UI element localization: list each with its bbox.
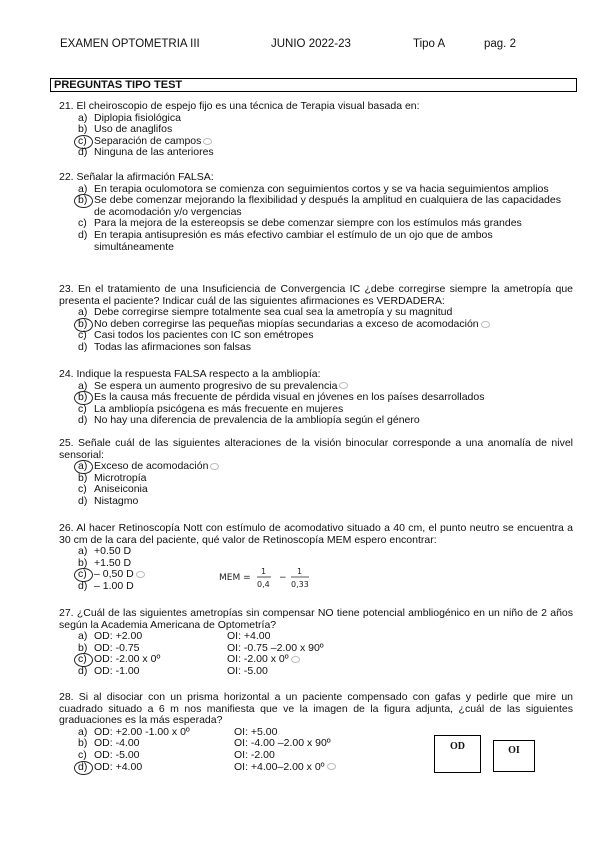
question-stem: 25. Señale cuál de las siguientes alteraciones de la visión binocular corresponde a una anomalía de nivel sensorial:	[59, 437, 573, 461]
question-25	[59, 438, 573, 508]
question-stem: 26. Al hacer Retinoscopía Nott con estímulo de acomodativo situado a 40 cm, el punto neutro se encuentra a 30 cm de la cara del paciente, qué valor de Retinoscopía MEM espero encontrar:	[59, 522, 573, 546]
mem-label: MEM =	[219, 573, 251, 583]
question-24	[59, 369, 573, 427]
option-text: Todas las afirmaciones son falsas	[94, 340, 251, 353]
option-letter: d)	[78, 146, 88, 159]
option-text: Casi todos los pacientes con IC son emétropes	[94, 329, 314, 342]
option-d[interactable]	[59, 230, 573, 253]
pencil-mark	[481, 321, 490, 328]
option-letter: b)	[78, 391, 88, 404]
option-text-oi: OI: -0.75 –2.00 x 90º	[227, 641, 324, 654]
option-letter: c)	[78, 217, 87, 230]
option-letter: c)	[78, 402, 87, 415]
option-text: OD: -0.75	[94, 641, 140, 654]
option-text: OD: -4.00	[94, 737, 140, 750]
figure-box-od: OD	[434, 735, 481, 773]
option-letter: a)	[78, 111, 88, 124]
question-stem: 23. En el tratamiento de una Insuficiencia de Convergencia IC ¿debe corregirse siempre la ametropía que presenta el paciente? Indicar cuál de las siguientes afirmaciones es VERDADERA:	[59, 283, 573, 307]
option-text: Nistagmo	[94, 494, 139, 507]
option-text: OD: -5.00	[94, 748, 140, 761]
option-text-oi: OI: -4.00 –2.00 x 90º	[234, 737, 331, 750]
option-letter: b)	[78, 556, 88, 569]
option-text: OD: +2.00 -1.00 x 0º	[94, 725, 190, 738]
section-title: PREGUNTAS TIPO TEST	[50, 78, 577, 92]
question-23	[59, 284, 573, 354]
option-d[interactable]	[59, 147, 573, 159]
option-letter: d)	[78, 228, 88, 241]
option-letter: b)	[78, 471, 88, 484]
option-text-oi: OI: -2.00 x 0º	[227, 654, 300, 666]
handwritten-mem-formula	[219, 567, 359, 589]
option-text-oi: OI: -5.00	[227, 664, 268, 677]
option-letter: a)	[78, 725, 88, 738]
mem-num-1: 1	[261, 567, 267, 576]
option-text: – 0,50 D	[94, 568, 134, 581]
pencil-mark	[210, 463, 219, 470]
question-22	[59, 172, 573, 253]
pencil-mark	[339, 382, 348, 389]
option-text: OD: -2.00 x 0º	[94, 653, 161, 666]
option-text-oi: OI: +4.00–2.00 x 0º	[234, 762, 336, 774]
option-text: No hay una diferencia de prevalencia de la ambliopía según el género	[94, 414, 420, 427]
option-text: Diplopia fisiológica	[94, 111, 181, 124]
option-text: Para la mejora de la estereopsis se debe comenzar siempre con los estímulos más grandes	[94, 217, 522, 230]
option-text: La ambliopía psicógena es más frecuente en mujeres	[94, 402, 344, 415]
mem-den-2: 0,33	[291, 580, 309, 589]
option-letter: b)	[78, 737, 88, 750]
option-letter: c)	[78, 568, 87, 581]
option-text: OD: +4.00	[94, 760, 143, 773]
question-21	[59, 101, 573, 159]
pencil-mark	[291, 656, 300, 663]
mem-den-1: 0,4	[257, 580, 270, 589]
option-letter: d)	[78, 579, 88, 592]
option-letter: c)	[78, 329, 87, 342]
question-stem: 28. Si al disociar con un prisma horizontal a un paciente compensado con gafas y pedirle que mire un cuadrado situado a 6 m nos manifiesta que ve la imagen de la figura adjunta, ¿cuál de las siguientes graduaciones es la más esperada?	[59, 691, 573, 727]
option-letter: a)	[78, 460, 88, 473]
exam-date: JUNIO 2022-23	[271, 38, 351, 50]
option-letter: c)	[78, 748, 87, 761]
option-letter: b)	[78, 194, 88, 207]
page-header	[60, 38, 540, 52]
option-letter: c)	[78, 653, 87, 666]
option-text: Es la causa más frecuente de pérdida visual en jóvenes en los países desarrollados	[94, 391, 485, 404]
option-text: – 1.00 D	[94, 579, 134, 592]
option-d[interactable]	[59, 342, 573, 354]
option-text-oi: OI: -2.00	[234, 748, 275, 761]
option-text: Microtropía	[94, 471, 147, 484]
option-letter: d)	[78, 340, 88, 353]
option-text: OD: -1.00	[94, 664, 140, 677]
option-letter: a)	[78, 379, 88, 392]
option-letter: a)	[78, 182, 88, 195]
option-letter: d)	[78, 494, 88, 507]
mem-num-2: 1	[297, 567, 303, 576]
option-text: Uso de anaglifos	[94, 123, 173, 136]
option-d[interactable]	[59, 496, 573, 508]
option-text: En terapia antisupresión es más efectivo cambiar el estímulo de un ojo que de ambos simultáneamente	[94, 228, 493, 253]
option-text-oi: OI: +5.00	[234, 725, 278, 738]
option-letter: a)	[78, 545, 88, 558]
option-text: Ninguna de las anteriores	[94, 146, 214, 159]
option-d[interactable]	[59, 666, 573, 678]
option-letter: b)	[78, 317, 88, 330]
option-text: +1.50 D	[94, 556, 132, 569]
option-text: Aniseiconia	[94, 483, 148, 496]
option-letter: d)	[78, 414, 88, 427]
page-number: pag. 2	[484, 38, 516, 50]
option-letter: d)	[78, 664, 88, 677]
question-stem: 24. Indique la respuesta FALSA respecto a la ambliopía:	[59, 368, 321, 380]
option-d[interactable]	[59, 415, 573, 427]
option-text: Exceso de acomodación	[94, 460, 209, 473]
pencil-mark	[136, 571, 145, 578]
option-text: Debe corregirse siempre totalmente sea cual sea la ametropía y su magnitud	[94, 306, 453, 319]
option-letter: d)	[78, 760, 88, 773]
option-text: Se espera un aumento progresivo de su prevalencia	[94, 379, 338, 392]
exam-type: Tipo A	[413, 38, 446, 50]
option-text-oi: OI: +4.00	[227, 630, 271, 643]
option-text: OD: +2.00	[94, 630, 143, 643]
pencil-mark	[203, 138, 212, 145]
option-text: +0.50 D	[94, 545, 132, 558]
question-stem: 27. ¿Cuál de las siguientes ametropías sin compensar NO tiene potencial ambliogénico en un niño de 2 años según la Academia Americana de Optometría?	[59, 607, 573, 631]
mem-formula-drawing	[219, 567, 359, 591]
option-letter: a)	[78, 306, 88, 319]
option-letter: a)	[78, 630, 88, 643]
question-27	[59, 608, 573, 678]
mem-minus: −	[279, 573, 287, 583]
pencil-mark	[327, 763, 336, 770]
option-a[interactable]	[59, 546, 573, 558]
option-letter: c)	[78, 134, 87, 147]
option-letter: b)	[78, 641, 88, 654]
option-text: Separación de campos	[94, 134, 202, 147]
option-text: Se debe comenzar mejorando la flexibilidad y después la amplitud en cualquiera de las capacidades de acomodación y/o vergencias	[94, 194, 561, 218]
question-stem: 22. Señalar la afirmación FALSA:	[59, 171, 214, 183]
option-text: No deben corregirse las pequeñas miopías secundarias a exceso de acomodación	[94, 317, 479, 330]
exam-title: EXAMEN OPTOMETRIA III	[60, 38, 200, 50]
option-letter: c)	[78, 483, 87, 496]
option-text: En terapia oculomotora se comienza con seguimientos cortos y se va hacia seguimientos amplios	[94, 182, 549, 195]
question-stem: 21. El cheiroscopio de espejo fijo es una técnica de Terapia visual basada en:	[59, 100, 420, 112]
figure-box-oi: OI	[493, 740, 535, 772]
option-b[interactable]	[59, 195, 573, 218]
option-letter: b)	[78, 123, 88, 136]
